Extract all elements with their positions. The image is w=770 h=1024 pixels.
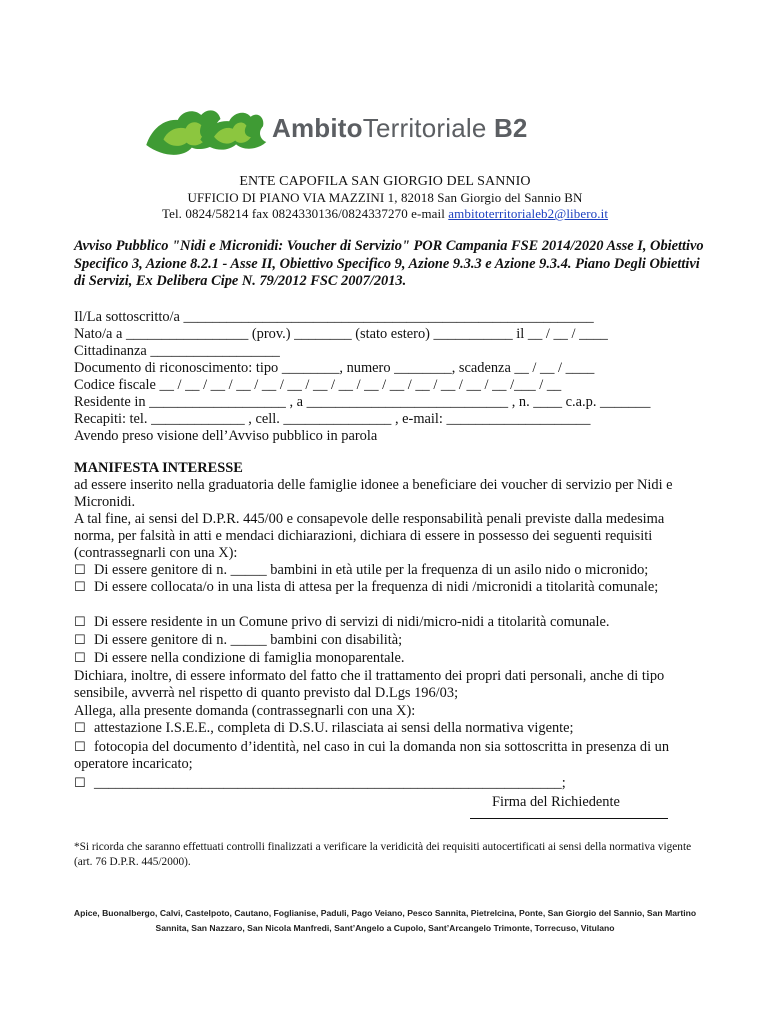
- manifesta-heading: MANIFESTA INTERESSE: [74, 460, 243, 476]
- header-tel-fax: Tel. 0824/58214 fax 0824330136/0824337270 e-mail: [161, 206, 449, 221]
- requisito-item: [74, 579, 708, 596]
- requisito-label: Di essere residente in un Comune privo di servizi di nidi/micro-nidi a titolarità comunale.: [94, 614, 610, 630]
- field-sottoscritto[interactable]: Il/La sottoscritto/a _________________________________________________________: [74, 309, 594, 325]
- field-nascita[interactable]: Nato/a a _________________ (prov.) ________ (stato estero) ___________ il __ / __ / ____: [74, 326, 608, 342]
- checkbox-icon[interactable]: ☐: [74, 651, 86, 666]
- requisito-item: [74, 650, 708, 667]
- checkbox-icon[interactable]: ☐: [74, 721, 86, 736]
- allegato-item: [74, 720, 708, 737]
- logo-word-b2: B2: [493, 113, 528, 143]
- privacy-statement: Dichiara, inoltre, di essere informato del fatto che il trattamento dei propri dati personali, anche di tipo sensibile, avverrà nel rispetto di quanto previsto dal D.Lgs 196/03;: [74, 668, 665, 701]
- ambito-logo: [138, 103, 618, 163]
- requisiti-intro: A tal fine, ai sensi del D.P.R. 445/00 e consapevole delle responsabilità penali previste dalla medesima norma, per falsità in atti e mendaci dichiarazioni, dichiara di essere in possesso dei seguenti requisiti (contrassegnarli con una X):: [74, 511, 665, 561]
- requisito-item: [74, 562, 708, 579]
- requisito-label: Di essere nella condizione di famiglia monoparentale.: [94, 650, 405, 666]
- allega-intro: Allega, alla presente domanda (contrassegnarli con una X):: [74, 703, 416, 719]
- manifesta-intro: ad essere inserito nella graduatoria delle famiglie idonee a beneficiare dei voucher di servizio per Nidi e Micronidi.: [74, 477, 673, 510]
- footer-comuni: Apice, Buonalbergo, Calvi, Castelpoto, Cautano, Foglianise, Paduli, Pago Veiano, Pesco Sannita, Pietrelcina, Ponte, San Giorgio del Sannio, San Martino Sannita, San Nazzaro, San Nicola Manfredi, Sant’Angelo a Cupolo, Sant’Arcangelo Trimonte, Torrecuso, Vitulano: [73, 908, 697, 933]
- controlli-note: *Si ricorda che saranno effettuati controlli finalizzati a verificare la veridicità dei requisiti autocertificati ai sensi della normativa vigente (art. 76 D.P.R. 445/2000).: [74, 841, 692, 868]
- checkbox-icon[interactable]: ☐: [74, 740, 86, 755]
- allegato-label: fotocopia del documento d’identità, nel caso in cui la domanda non sia sottoscritta in presenza di un operatore incaricato;: [74, 739, 670, 772]
- requisito-item: [74, 614, 708, 631]
- checkbox-icon[interactable]: ☐: [74, 580, 86, 595]
- checkbox-icon[interactable]: ☐: [74, 633, 86, 648]
- allegato-item-altro: [74, 775, 708, 792]
- logo-word-ambito: Ambito: [272, 113, 363, 143]
- document-title: Avviso Pubblico "Nidi e Micronidi: Voucher di Servizio" POR Campania FSE 2014/2020 Asse I, Obiettivo Specifico 3, Azione 8.2.1 - Asse II, Obiettivo Specifico 9, Azione 9.3.3 e Azione 9.3.4. Piano Degli Obiettivi di Servizi, Ex Delibera Cipe N. 79/2012 FSC 2007/2013.: [74, 238, 704, 289]
- field-recapiti[interactable]: Recapiti: tel. _____________ , cell. _______________ , e-mail: ____________________: [74, 411, 591, 427]
- header-ente: ENTE CAPOFILA SAN GIORGIO DEL SANNIO: [239, 174, 531, 189]
- logo-wordmark: [272, 113, 528, 144]
- field-residenza[interactable]: Residente in ___________________ , a ____________________________ , n. ____ c.a.p. _______: [74, 394, 651, 410]
- signature-line[interactable]: [470, 818, 668, 819]
- logo-word-territoriale: Territoriale: [362, 113, 494, 143]
- presa-visione-text: Avendo preso visione dell’Avviso pubblico in parola: [74, 428, 378, 444]
- requisito-item: [74, 632, 708, 649]
- firma-label: Firma del Richiedente: [492, 794, 620, 810]
- requisito-label: Di essere collocata/o in una lista di attesa per la frequenza di nidi /micronidi a titolarità comunale;: [94, 579, 659, 595]
- field-cittadinanza[interactable]: Cittadinanza __________________: [74, 343, 280, 359]
- requisito-label: Di essere genitore di n. _____ bambini con disabilità;: [94, 632, 403, 648]
- checkbox-icon[interactable]: ☐: [74, 563, 86, 578]
- allegato-label: attestazione I.S.E.E., completa di D.S.U. rilasciata ai sensi della normativa vigente;: [94, 720, 574, 736]
- header-ufficio: UFFICIO DI PIANO VIA MAZZINI 1, 82018 San Giorgio del Sannio BN: [187, 190, 583, 205]
- field-documento[interactable]: Documento di riconoscimento: tipo ________, numero ________, scadenza __ / __ / ____: [74, 360, 595, 376]
- puzzle-logo-icon: [138, 103, 268, 163]
- field-codice-fiscale[interactable]: Codice fiscale __ / __ / __ / __ / __ / __ / __ / __ / __ / __ / __ / __ / __ / __ /___ / __: [74, 377, 562, 393]
- header-contacts: [0, 206, 770, 222]
- checkbox-icon[interactable]: ☐: [74, 776, 86, 791]
- email-link[interactable]: ambitoterritorialeb2@libero.it: [448, 206, 609, 221]
- allegato-other-field[interactable]: _________________________________________________________________;: [94, 775, 566, 791]
- allegato-item: [74, 739, 708, 773]
- requisito-label: Di essere genitore di n. _____ bambini in età utile per la frequenza di un asilo nido o micronido;: [94, 562, 649, 578]
- checkbox-icon[interactable]: ☐: [74, 615, 86, 630]
